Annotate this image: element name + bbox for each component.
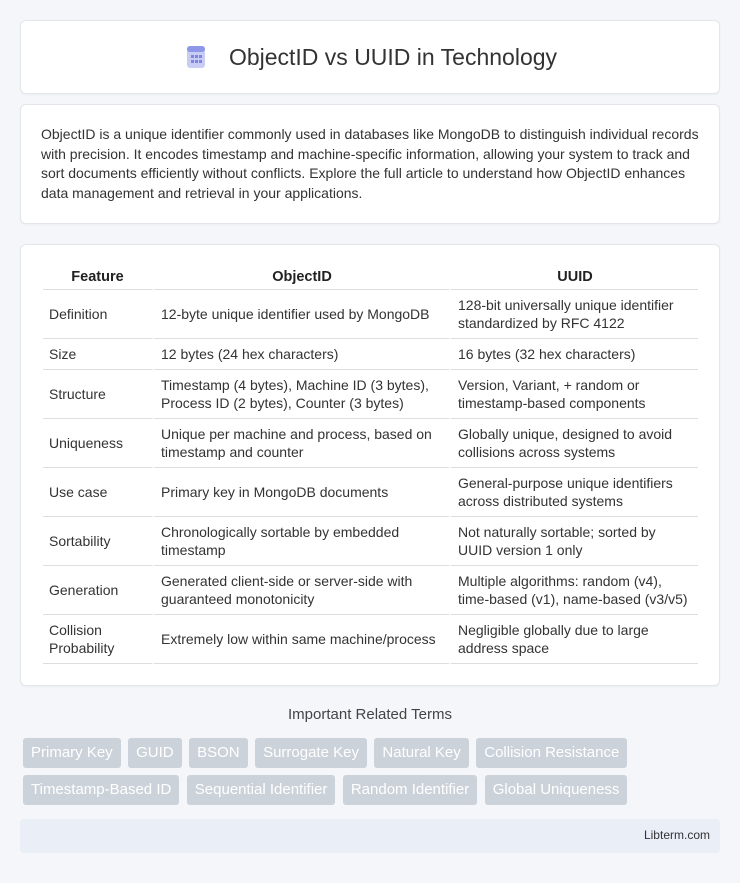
row-feature: Uniqueness bbox=[43, 419, 152, 468]
tag-guid[interactable]: GUID bbox=[128, 738, 182, 768]
row-uuid: Multiple algorithms: random (v4), time-based (v1), name-based (v3/v5) bbox=[449, 566, 698, 615]
comparison-table bbox=[43, 263, 698, 664]
tag-global-uniqueness[interactable]: Global Uniqueness bbox=[485, 775, 628, 805]
row-uuid: 128-bit universally unique identifier standardized by RFC 4122 bbox=[449, 290, 698, 339]
row-uuid: 16 bytes (32 hex characters) bbox=[449, 339, 698, 370]
row-feature: Definition bbox=[43, 290, 152, 339]
row-objectid: Chronologically sortable by embedded timestamp bbox=[152, 517, 449, 566]
row-feature: Structure bbox=[43, 370, 152, 419]
row-uuid: Globally unique, designed to avoid collisions across systems bbox=[449, 419, 698, 468]
row-objectid: Extremely low within same machine/process bbox=[152, 615, 449, 664]
row-uuid: General-purpose unique identifiers across distributed systems bbox=[449, 468, 698, 517]
header-objectid: ObjectID bbox=[152, 263, 449, 290]
table-row bbox=[43, 290, 698, 339]
intro-text: ObjectID is a unique identifier commonly used in databases like MongoDB to distinguish individual records with precision. It encodes timestamp and machine-specific information, allowing your system to track and sort documents efficiently without conflicts. Explore the full article to understand how ObjectID enhances data management and retrieval in your applications. bbox=[41, 126, 699, 201]
tag-primary-key[interactable]: Primary Key bbox=[23, 738, 121, 768]
tag-timestamp-based-id[interactable]: Timestamp-Based ID bbox=[23, 775, 179, 805]
row-objectid: Unique per machine and process, based on timestamp and counter bbox=[152, 419, 449, 468]
table-row bbox=[43, 615, 698, 664]
table-header-row bbox=[43, 263, 698, 290]
row-uuid: Negligible globally due to large address space bbox=[449, 615, 698, 664]
page-title-text: ObjectID vs UUID in Technology bbox=[228, 43, 558, 70]
comparison-card bbox=[20, 244, 720, 686]
header-uuid: UUID bbox=[449, 263, 698, 290]
row-feature: Size bbox=[43, 339, 152, 370]
row-objectid: 12 bytes (24 hex characters) bbox=[152, 339, 449, 370]
table-row bbox=[43, 370, 698, 419]
table-row bbox=[43, 419, 698, 468]
header-feature: Feature bbox=[43, 263, 152, 290]
row-uuid: Version, Variant, + random or timestamp-based components bbox=[449, 370, 698, 419]
row-feature: Collision Probability bbox=[43, 615, 152, 664]
row-uuid: Not naturally sortable; sorted by UUID version 1 only bbox=[449, 517, 698, 566]
row-objectid: Generated client-side or server-side with guaranteed monotonicity bbox=[152, 566, 449, 615]
row-feature: Use case bbox=[43, 468, 152, 517]
footer-site-link[interactable]: Libterm.com bbox=[643, 828, 710, 842]
row-feature: Generation bbox=[43, 566, 152, 615]
tag-natural-key[interactable]: Natural Key bbox=[374, 738, 468, 768]
document-icon bbox=[183, 44, 209, 70]
row-feature: Sortability bbox=[43, 517, 152, 566]
footer bbox=[20, 819, 720, 853]
tag-sequential-identifier[interactable]: Sequential Identifier bbox=[187, 775, 336, 805]
table-row bbox=[43, 339, 698, 370]
page-title bbox=[183, 44, 557, 71]
table-row bbox=[43, 517, 698, 566]
related-terms-title: Important Related Terms bbox=[288, 706, 452, 723]
tag-surrogate-key[interactable]: Surrogate Key bbox=[255, 738, 367, 768]
table-row bbox=[43, 566, 698, 615]
row-objectid: 12-byte unique identifier used by MongoDB bbox=[152, 290, 449, 339]
row-objectid: Timestamp (4 bytes), Machine ID (3 bytes), Process ID (2 bytes), Counter (3 bytes) bbox=[152, 370, 449, 419]
header-card bbox=[20, 20, 720, 94]
tag-collision-resistance[interactable]: Collision Resistance bbox=[476, 738, 627, 768]
intro-card bbox=[20, 104, 720, 224]
tag-bson[interactable]: BSON bbox=[189, 738, 248, 768]
tag-random-identifier[interactable]: Random Identifier bbox=[343, 775, 477, 805]
related-terms-tags bbox=[23, 738, 723, 812]
table-row bbox=[43, 468, 698, 517]
row-objectid: Primary key in MongoDB documents bbox=[152, 468, 449, 517]
